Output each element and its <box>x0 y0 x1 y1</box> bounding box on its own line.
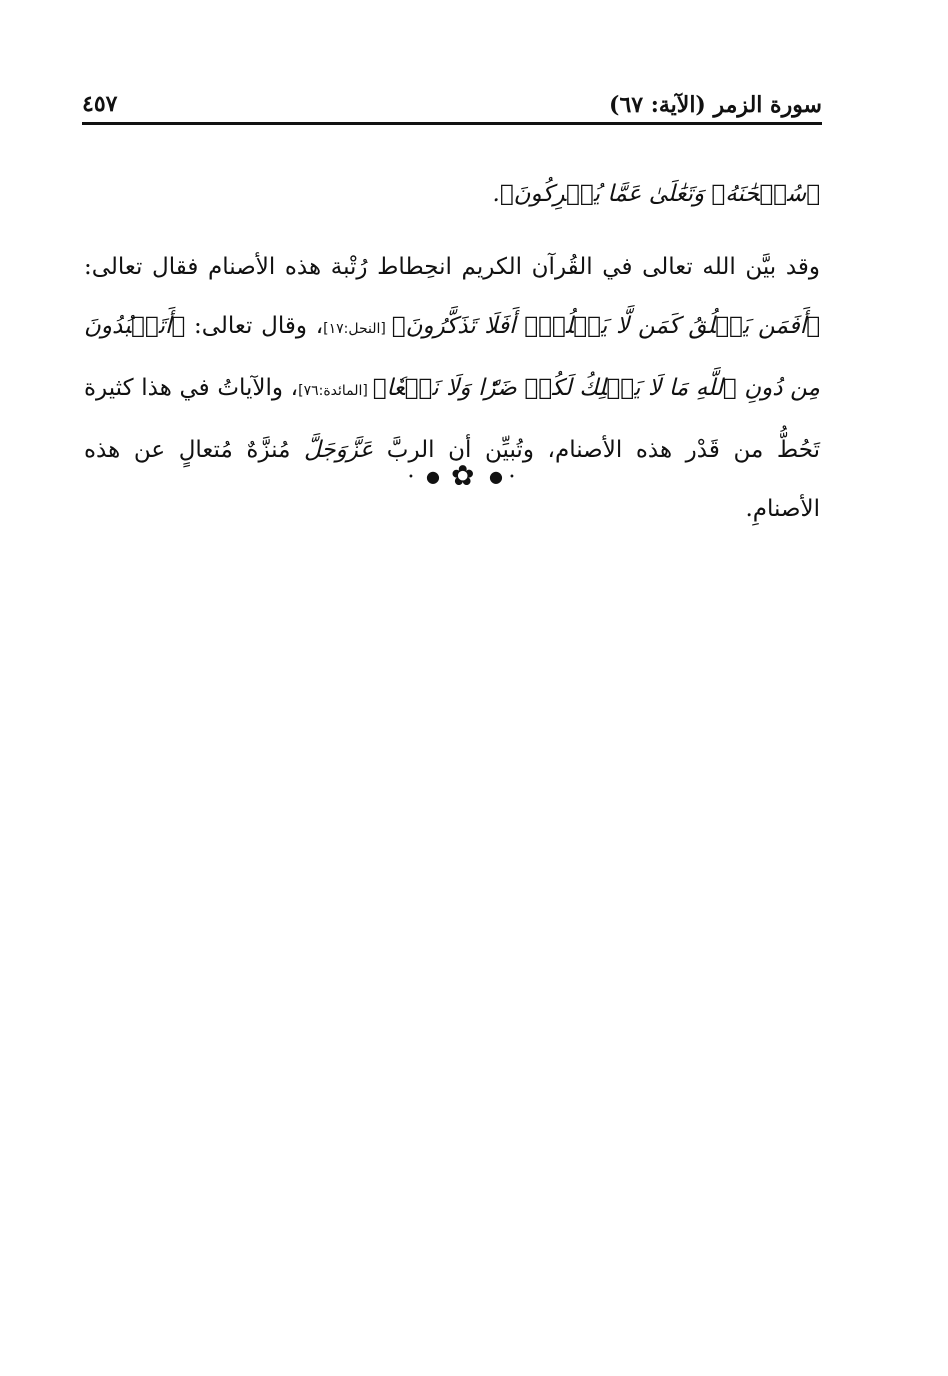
section-divider <box>408 459 522 492</box>
paragraph-intro: وقد بيَّن الله تعالى في القُرآن الكريم انحِطاط رُتْبة هذه الأصنام فقال تعالى: <box>84 254 820 280</box>
header-rule <box>82 122 822 125</box>
running-title: سورة الزمر (الآية: ٦٧) <box>609 92 822 118</box>
paragraph-tail-2: مُنزَّهٌ مُتعالٍ عن هذه الأصنامِ. <box>84 437 820 522</box>
paragraph-tail-1: ، والآياتُ في هذا كثيرة تَحُطُّ من قَدْر هذه الأصنام، وتُبيِّن أن الربَّ <box>84 375 820 463</box>
divider-dot-left-big: ● <box>426 467 440 486</box>
quran-reference-2: [المائدة:٧٦] <box>298 383 373 399</box>
paragraph-middle: ، وقال تعالى: <box>185 313 324 339</box>
quran-reference-1: [النحل:١٧] <box>323 321 392 337</box>
page-header <box>82 84 822 124</box>
divider-dot-left-small: • <box>408 472 414 483</box>
page-number: ٤٥٧ <box>82 91 118 117</box>
divider-dot-right-big: ● <box>489 467 503 486</box>
body-paragraph <box>84 238 820 539</box>
verse-line: ﴿سُبۡحَٰنَهُۥ وَتَعَٰلَىٰ عَمَّا يُشۡرِكُونَ﴾. <box>492 181 820 207</box>
quran-quote-1: ﴿أَفَمَن يَخۡلُقُ كَمَن لَّا يَخۡلُقُۚ أَفَلَا تَذَكَّرُونَ﴾ <box>391 313 820 339</box>
quran-quote-2: ﴿أَتَعۡبُدُونَ مِن دُونِ ٱللَّهِ مَا لَا يَمۡلِكُ لَكُمۡ ضَرّٗا وَلَا نَفۡعٗا﴾ <box>84 313 820 401</box>
rosette-icon: ✿ <box>451 459 475 492</box>
divider-dot-right-small: • <box>509 472 515 483</box>
honorific-phrase: عَزَّوَجَلَّ <box>304 437 374 463</box>
